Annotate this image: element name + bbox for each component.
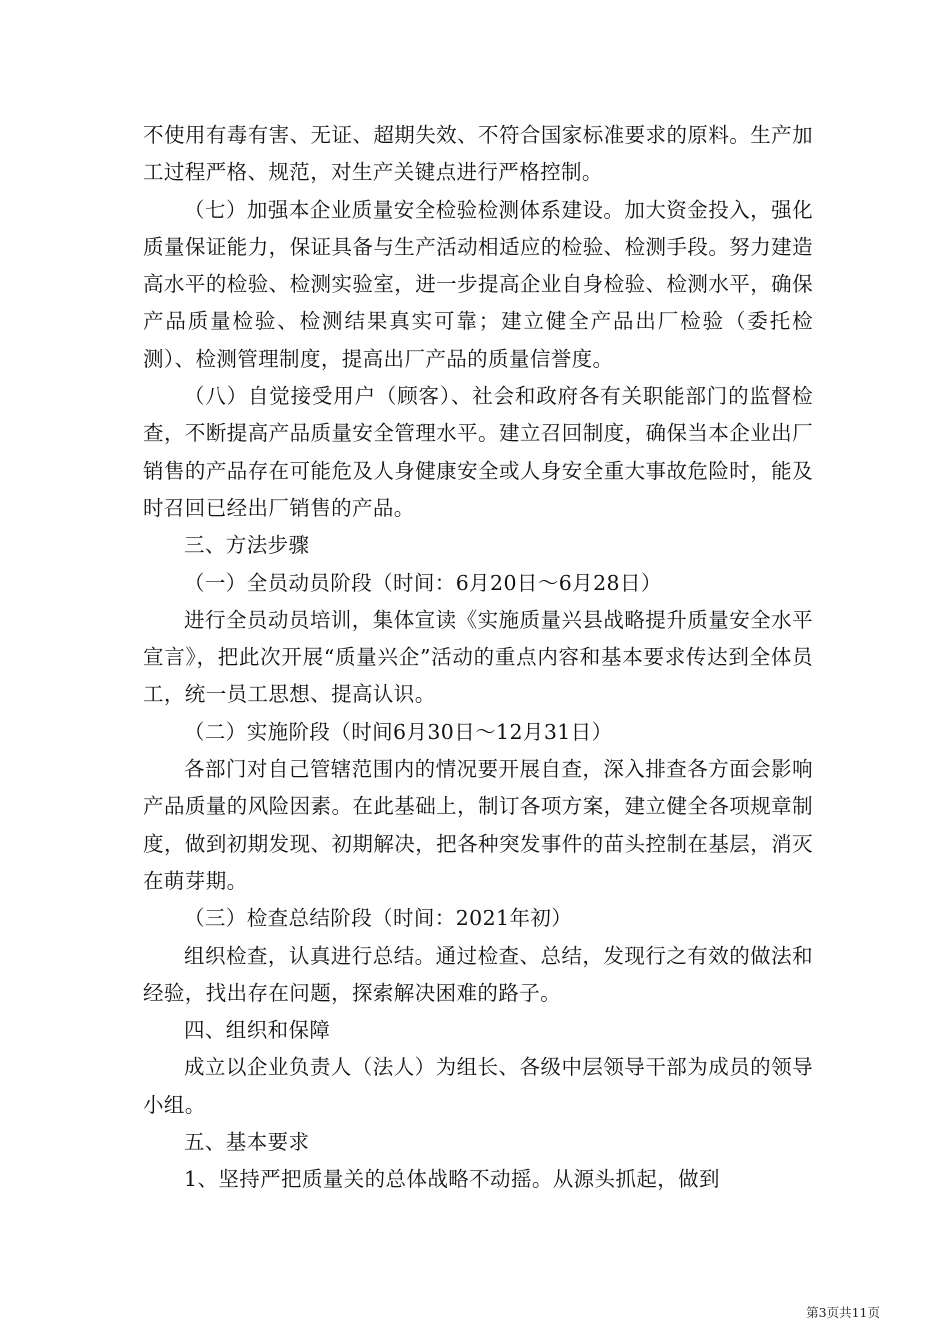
paragraph-mobilization: 进行全员动员培训，集体宣读《实施质量兴县战略提升质量安全水平宣言》，把此次开展“质量兴企”活动的重点内容和基本要求传达到全体员工，统一员工思想、提高认识。 (143, 607, 813, 707)
paragraph-implementation: 各部门对自己管辖范围内的情况要开展自查，深入排查各方面会影响产品质量的风险因素。在此基础上，制订各项方案，建立健全各项规章制度，做到初期发现、初期解决，把各种突发事件的苗头控制在基层，消灭在萌芽期。 (143, 757, 813, 893)
paragraph-item-8: （八）自觉接受用户（顾客）、社会和政府各有关职能部门的监督检查，不断提高产品质量安全管理水平。建立召回制度，确保当本企业出厂销售的产品存在可能危及人身健康安全或人身安全重大事故危险时，能及时召回已经出厂销售的产品。 (143, 384, 813, 520)
page-number-footer: 第3页共11页 (806, 1305, 880, 1320)
paragraph-review: 组织检查，认真进行总结。通过检查、总结，发现行之有效的做法和经验，找出存在问题，探索解决困难的路子。 (143, 943, 813, 1005)
subheading-implementation-phase: （二）实施阶段（时间6月30日～12月31日） (184, 719, 613, 744)
paragraph-item-7: （七）加强本企业质量安全检验检测体系建设。加大资金投入，强化质量保证能力，保证具备与生产活动相适应的检验、检测手段。努力建造高水平的检验、检测实验室，进一步提高企业自身检验、检测水平，确保产品质量检验、检测结果真实可靠；建立健全产品出厂检验（委托检测）、检测管理制度，提高出厂产品的质量信誉度。 (143, 197, 813, 371)
paragraph-raw-materials: 不使用有毒有害、无证、超期失效、不符合国家标准要求的原料。生产加工过程严格、规范，对生产关键点进行严格控制。 (143, 123, 813, 185)
paragraph-organization: 成立以企业负责人（法人）为组长、各级中层领导干部为成员的领导小组。 (143, 1055, 813, 1117)
subheading-review-phase: （三）检查总结阶段（时间：2021年初） (184, 906, 573, 931)
section-heading-organization: 四、组织和保障 (184, 1018, 331, 1043)
subheading-mobilization-phase: （一）全员动员阶段（时间：6月20日～6月28日） (184, 570, 662, 595)
section-heading-methods: 三、方法步骤 (184, 533, 310, 558)
section-heading-requirements: 五、基本要求 (184, 1130, 310, 1155)
document-body (143, 117, 813, 1199)
paragraph-requirement-1: 1、坚持严把质量关的总体战略不动摇。从源头抓起，做到 (184, 1167, 720, 1192)
